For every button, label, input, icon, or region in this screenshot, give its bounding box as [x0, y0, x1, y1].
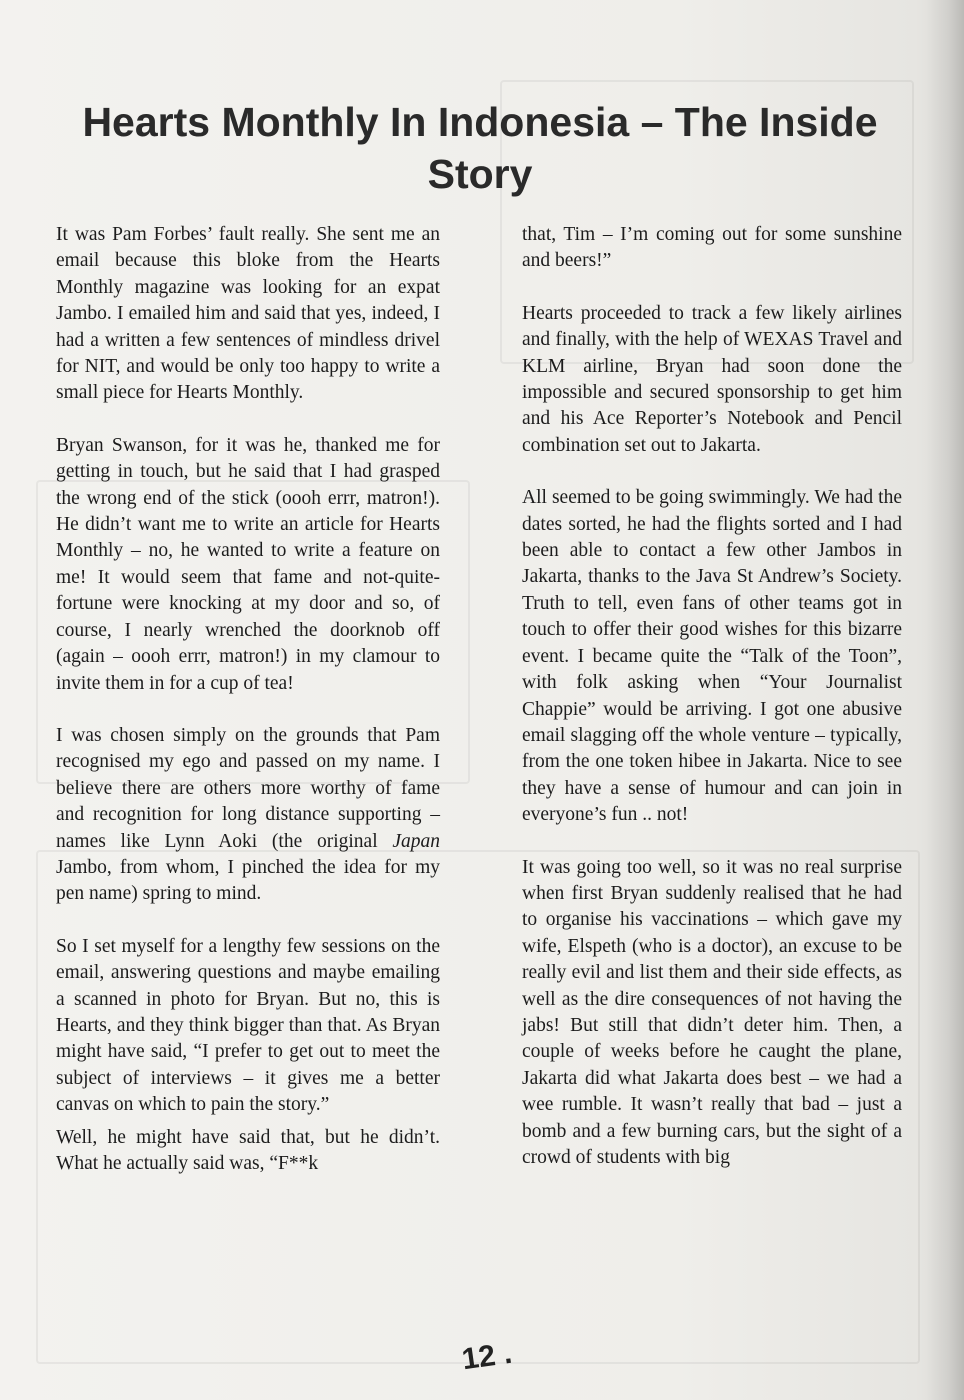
- paragraph: I was chosen simply on the grounds that Pam recognised my ego and passed on my name. I believe there are others more worthy of fame and recognition for long distance supporting – names like Lynn Aoki (the original Japan Jambo, from whom, I pinched the idea for my pen name) spring to mind.: [56, 724, 440, 905]
- paragraph: Hearts proceeded to track a few likely airlines and finally, with the help of WEXAS Travel and KLM airline, Bryan had soon done the impossible and secured sponsorship to get him and his Ace Reporter’s Notebook and Pencil combination set out to Jakarta.: [522, 302, 902, 456]
- paragraph: Well, he might have said that, but he didn’t. What he actually said was, “F**k: [56, 1126, 440, 1174]
- paragraph: All seemed to be going swimmingly. We had the dates sorted, he had the flights sorted and I had been able to contact a few other Jambos in Jakarta, thanks to the Java St Andrew’s Society. Truth to tell, even fans of other teams got in touch to offer their good wishes for this bizarre event. I became quite the “Talk of the Toon”, with folk asking when “Your Journalist Chappie” would be arriving. I got one abusive email slagging off the whole venture – typically, from the one token hibee in Jakarta. Nice to see they have a sense of humour and can join in everyone’s fun .. not!: [522, 487, 902, 826]
- paragraph: It was going too well, so it was no real surprise when first Bryan suddenly realised that he had to organise his vaccinations – which gave my wife, Elspeth (who is a doctor), an excuse to be really evil and list them and their side effects, as well as the dire consequences of not having the jabs! But still that didn’t deter him. Then, a couple of weeks before he caught the plane, Jakarta did what Jakarta does best – we had a wee rumble. It wasn’t really that bad – just a bomb and a few burning cars, but the sight of a crowd of students with big: [522, 856, 902, 1168]
- page-edge-shadow: [926, 0, 964, 1400]
- paragraph: So I set myself for a lengthy few sessions on the email, answering questions and maybe emailing a scanned in photo for Bryan. But no, this is Hearts, and they think bigger than that. As Bryan might have said, “I prefer to get out to meet the subject of interviews – it gives me a better canvas on which to pain the story.”: [56, 935, 440, 1116]
- paragraph: Bryan Swanson, for it was he, thanked me for getting in touch, but he said that I had grasped the wrong end of the stick (oooh errr, matron!). He didn’t want me to write an article for Hearts Monthly – no, he wanted to write a feature on me! It would seem that fame and not-quite-fortune were knocking at my door and so, of course, I nearly wrenched the doorknob off (again – oooh errr, matron!) in my clamour to invite them in for a cup of tea!: [56, 434, 440, 694]
- paragraph: It was Pam Forbes’ fault really. She sent me an email because this bloke from the Hearts Monthly magazine was looking for an expat Jambo. I emailed him and said that yes, indeed, I had a written a few sentences of mindless drivel for NIT, and would be only too happy to write a small piece for Hearts Monthly.: [56, 224, 440, 404]
- paragraph: that, Tim – I’m coming out for some sunshine and beers!”: [522, 224, 902, 272]
- page-number: 12 .: [459, 1336, 515, 1377]
- right-column: [522, 222, 902, 1171]
- article-title: Hearts Monthly In Indonesia – The Inside Story: [82, 99, 878, 197]
- left-column: [56, 222, 440, 1177]
